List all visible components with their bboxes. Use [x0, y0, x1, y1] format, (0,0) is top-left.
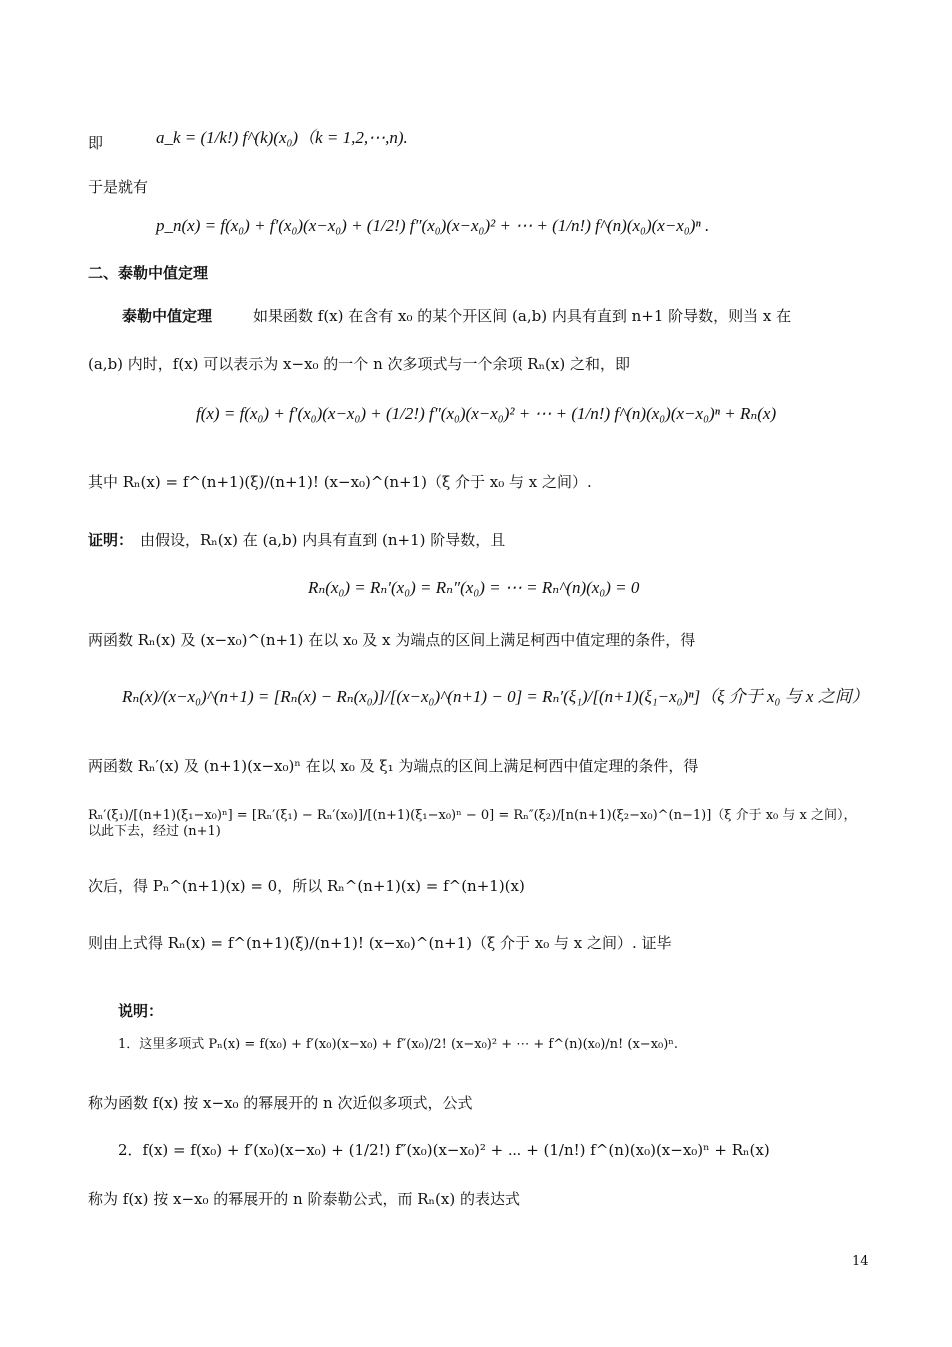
proof-label: 证明： [88, 531, 134, 549]
note-item2: 2．f(x) = f(x₀) + f′(x₀)(x−x₀) + (1/2!) f″(x₀)(x−x₀)² + ⋯ + (1/n!) f^(n)(x₀)(x−x₀)ⁿ + Rₙ(x) [118, 1141, 770, 1159]
taylor-formula-equation: f(x) = f(x₀) + f′(x₀)(x−x₀) + (1/2!) f″(x₀)(x−x₀)² + ⋯ + (1/n!) f^(n)(x₀)(x−x₀)ⁿ + Rₙ(x) [196, 404, 777, 423]
derivative-conditions-equation: Rₙ(x₀) = Rₙ′(x₀) = Rₙ″(x₀) = ⋯ = Rₙ^(n)(x₀) = 0 [308, 578, 640, 597]
proof-paragraph3: 次后，得 Pₙ^(n+1)(x) = 0，所以 Rₙ^(n+1)(x) = f^(n+1)(x) [88, 877, 525, 895]
taylor-polynomial-equation: p_n(x) = f(x₀) + f′(x₀)(x−x₀) + (1/2!) f″(x₀)(x−x₀)² + ⋯ + (1/n!) f^(n)(x₀)(x−x₀)ⁿ . [156, 216, 710, 235]
cauchy-equation2: Rₙ′(ξ₁)/[(n+1)(ξ₁−x₀)ⁿ] = [Rₙ′(ξ₁) − Rₙ′(x₀)]/[(n+1)(ξ₁−x₀)ⁿ − 0] = Rₙ″(ξ₂)/[n(n+1)(ξ₂−x₀)^(n−1)]（ξ 介于 x₀ 与 x 之间），以此下去，经过 (n+1) [88, 808, 857, 839]
theorem-name: 泰勒中值定理 [122, 307, 213, 325]
coefficient-formula: a_k = (1/k!) f^(k)(x₀)（k = 1,2,⋯,n). [156, 128, 408, 147]
note-item1: 1．这里多项式 Pₙ(x) = f(x₀) + f′(x₀)(x−x₀) + f″(x₀)/2! (x−x₀)² + ⋯ + f^(n)(x₀)/n! (x−x₀)ⁿ. [118, 1037, 679, 1052]
proof-paragraph2: 两函数 Rₙ′(x) 及 (n+1)(x−x₀)ⁿ 在以 x₀ 及 ξ₁ 为端点的区间上满足柯西中值定理的条件，得 [88, 757, 699, 775]
page-number: 14 [852, 1254, 869, 1269]
theorem-statement-line1: 如果函数 f(x) 在含有 x₀ 的某个开区间 (a,b) 内具有直到 n+1 阶导数，则当 x 在 [253, 307, 792, 325]
note-item1-followup: 称为函数 f(x) 按 x−x₀ 的幂展开的 n 次近似多项式，公式 [88, 1094, 473, 1112]
remainder-definition: 其中 Rₙ(x) = f^(n+1)(ξ)/(n+1)! (x−x₀)^(n+1)（ξ 介于 x₀ 与 x 之间）. [88, 473, 592, 491]
proof-intro: 由假设，Rₙ(x) 在 (a,b) 内具有直到 (n+1) 阶导数，且 [140, 531, 506, 549]
line2-text: 于是就有 [88, 178, 149, 196]
proof-conclusion: 则由上式得 Rₙ(x) = f^(n+1)(ξ)/(n+1)! (x−x₀)^(n+1)（ξ 介于 x₀ 与 x 之间）. 证毕 [88, 934, 672, 952]
notes-heading: 说明： [118, 1002, 164, 1020]
theorem-statement-line2: (a,b) 内时，f(x) 可以表示为 x−x₀ 的一个 n 次多项式与一个余项 Rₙ(x) 之和，即 [88, 355, 630, 373]
proof-paragraph1: 两函数 Rₙ(x) 及 (x−x₀)^(n+1) 在以 x₀ 及 x 为端点的区间上满足柯西中值定理的条件，得 [88, 631, 696, 649]
note-item2-followup: 称为 f(x) 按 x−x₀ 的幂展开的 n 阶泰勒公式，而 Rₙ(x) 的表达式 [88, 1190, 520, 1208]
section-heading: 二、泰勒中值定理 [88, 264, 209, 282]
cauchy-equation1: Rₙ(x)/(x−x₀)^(n+1) = [Rₙ(x) − Rₙ(x₀)]/[(x−x₀)^(n+1) − 0] = Rₙ′(ξ₁)/[(n+1)(ξ₁−x₀)ⁿ]（ξ 介于 x₀ 与 x 之间） [122, 687, 869, 706]
line1-label: 即 [88, 134, 104, 152]
